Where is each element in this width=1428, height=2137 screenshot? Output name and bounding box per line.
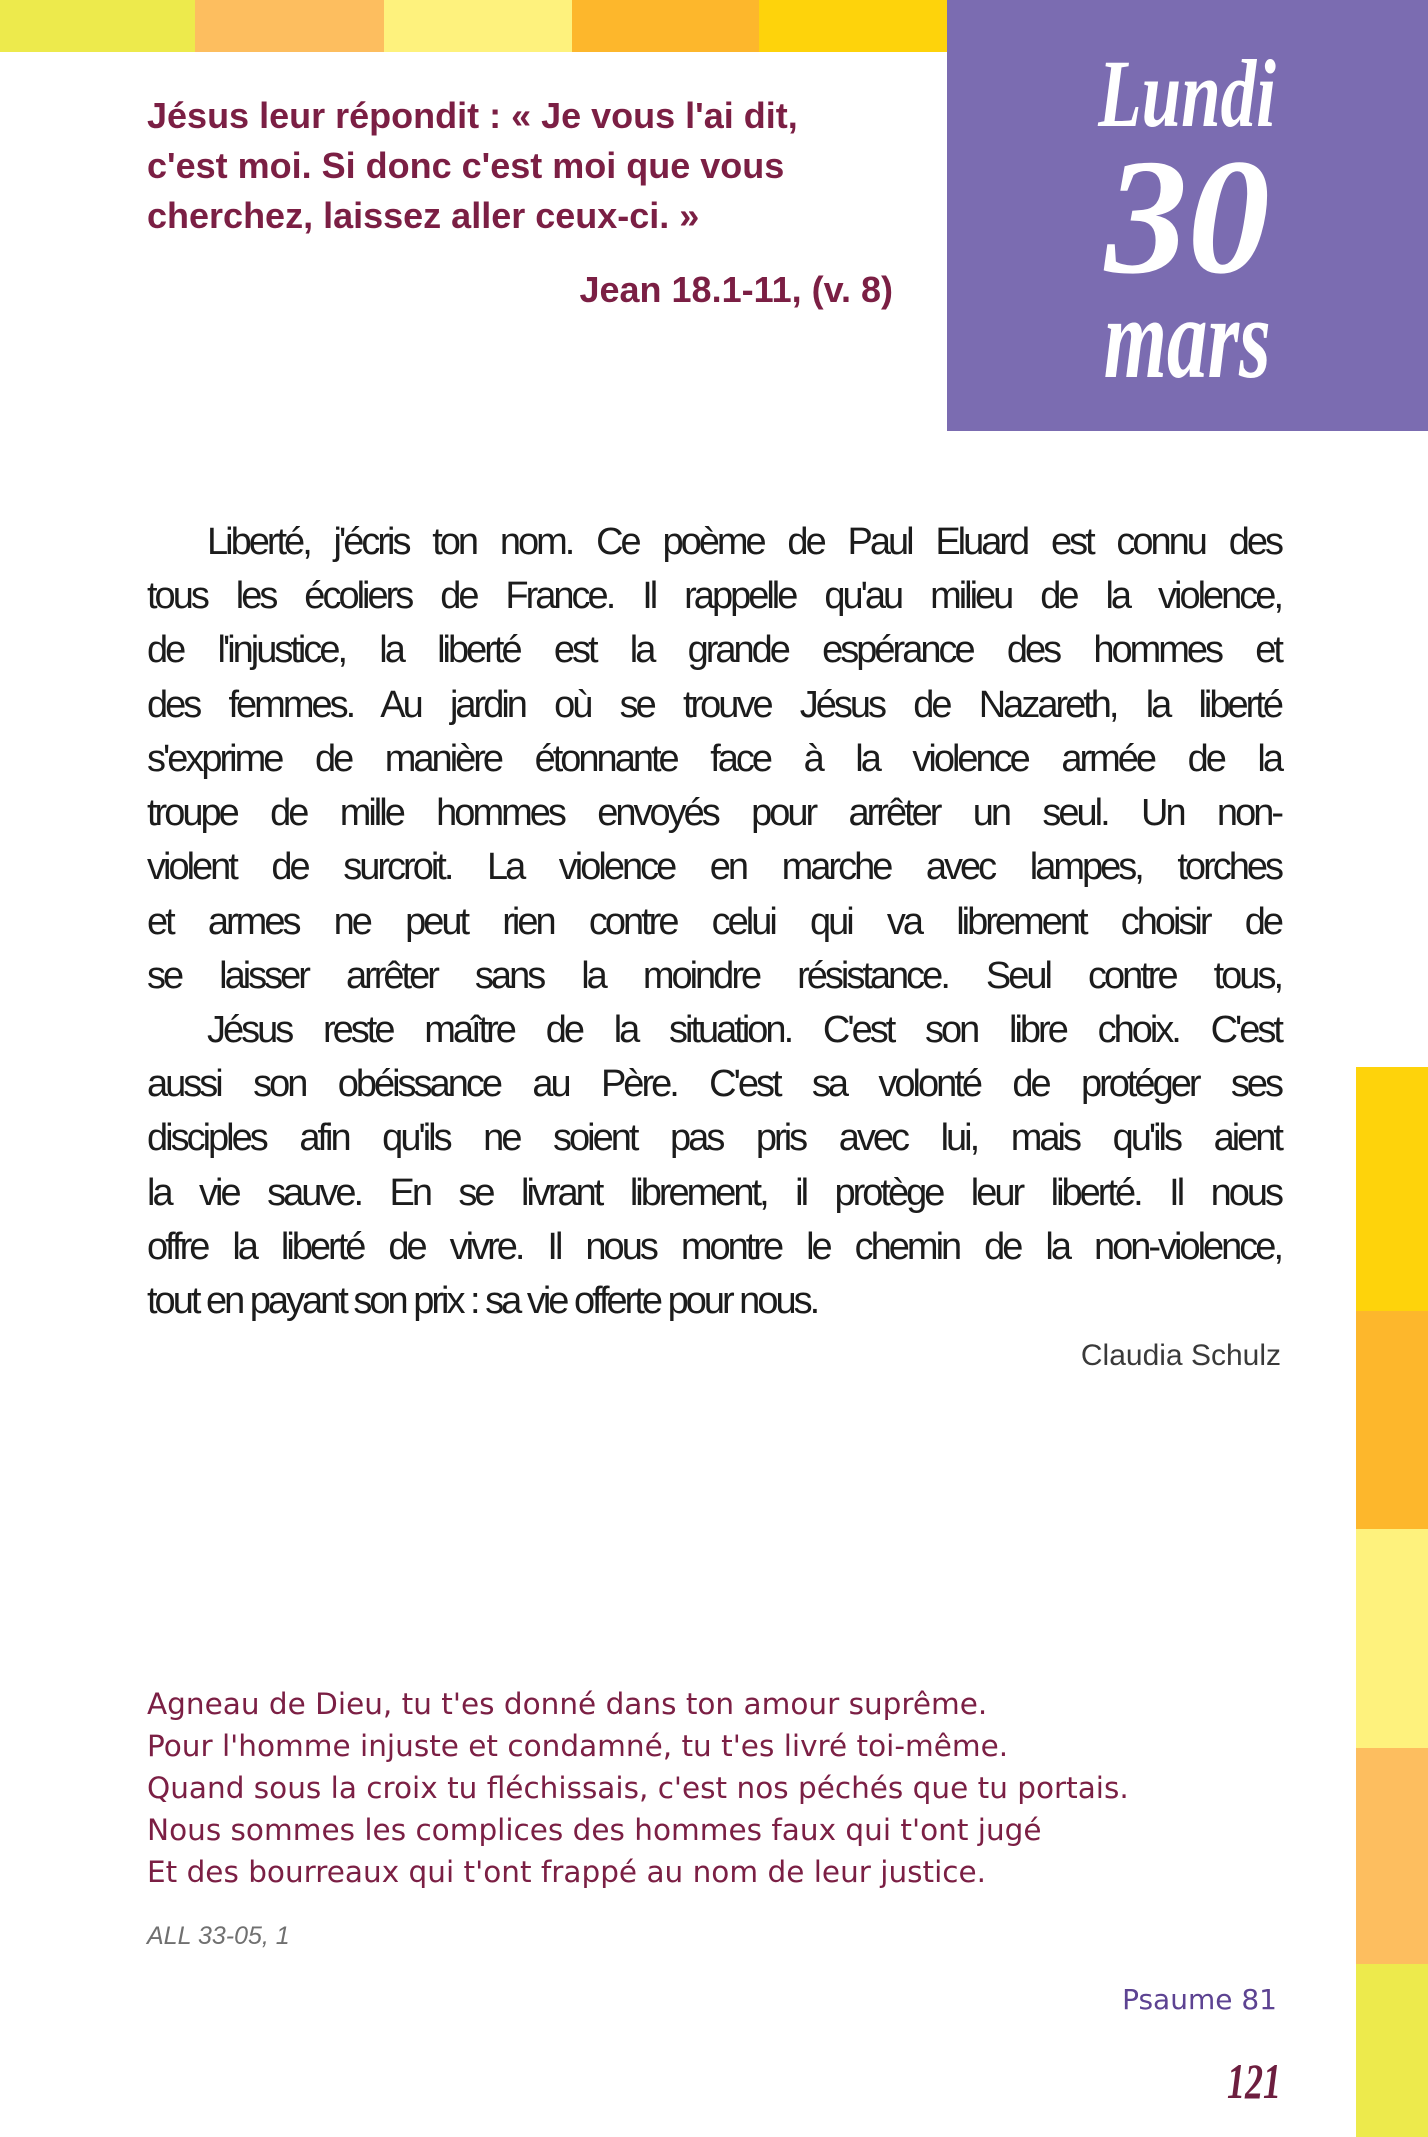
meditation-line: et armes ne peut rien contre celui qui va librement choisir de	[147, 900, 1281, 943]
verse-line: cherchez, laissez aller ceux-ci. »	[147, 195, 700, 236]
meditation-line: Jésus reste maître de la situation. C'est son libre choix. C'est	[207, 1008, 1281, 1051]
meditation-line: offre la liberté de vivre. Il nous montre le chemin de la non-violence,	[147, 1225, 1281, 1268]
top-bar-segment	[572, 0, 759, 52]
hymn-line: Agneau de Dieu, tu t'es donné dans ton amour suprême.	[147, 1687, 988, 1721]
meditation-line: des femmes. Au jardin où se trouve Jésus de Nazareth, la liberté	[147, 683, 1281, 726]
date-day-text: 30	[1105, 125, 1270, 308]
meditation-line: troupe de mille hommes envoyés pour arrêter un seul. Un non-	[147, 792, 1281, 835]
meditation-line: tout en payant son prix : sa vie offerte pour nous.	[147, 1280, 818, 1323]
page-number	[1206, 2053, 1281, 2109]
top-bar-segment	[0, 0, 195, 52]
hymn-line: Pour l'homme injuste et condamné, tu t'es livré toi-même.	[147, 1728, 1009, 1763]
meditation-line: de l'injustice, la liberté est la grande espérance des hommes et	[147, 629, 1281, 672]
verse-line: c'est moi. Si donc c'est moi que vous	[147, 145, 785, 186]
side-bar-segment	[1356, 1067, 1428, 1311]
hymn-line: Nous sommes les complices des hommes faux qui t'ont jugé	[147, 1812, 1042, 1847]
verse-line: Jésus leur répondit : « Je vous l'ai dit,	[147, 95, 798, 136]
verse-reference: Jean 18.1-11, (v. 8)	[579, 269, 893, 310]
meditation-text	[147, 515, 1281, 1328]
meditation-line: disciples afin qu'ils ne soient pas pris avec lui, mais qu'ils aient	[147, 1117, 1281, 1160]
meditation-line: aussi son obéissance au Père. C'est sa volonté de protéger ses	[147, 1063, 1281, 1106]
author-name: Claudia Schulz	[1080, 1339, 1281, 1372]
hymn-verse	[147, 1684, 1129, 1894]
date-weekday-text: Lundi	[1098, 40, 1277, 147]
date-month-text: mars	[1104, 275, 1271, 403]
page-number-text: 121	[1227, 2053, 1281, 2109]
meditation-line: s'exprime de manière étonnante face à la violence armée de la	[147, 737, 1281, 780]
meditation-line: violent de surcroit. La violence en marche avec lampes, torches	[147, 846, 1281, 889]
meditation-line: se laisser arrêter sans la moindre résistance. Seul contre tous,	[147, 954, 1281, 997]
top-bar-segment	[384, 0, 572, 52]
top-bar-segment	[195, 0, 384, 52]
side-bar-segment	[1356, 1964, 1428, 2137]
side-color-bar	[1356, 1067, 1428, 2137]
hymn-line: Quand sous la croix tu fléchissais, c'est nos péchés que tu portais.	[147, 1770, 1129, 1805]
hymn-reference: ALL 33-05, 1	[147, 1922, 290, 1950]
meditation-line: tous les écoliers de France. Il rappelle qu'au milieu de la violence,	[147, 575, 1281, 618]
date-month	[947, 275, 1428, 403]
top-color-bar	[0, 0, 947, 52]
top-bar-segment	[759, 0, 947, 52]
side-bar-segment	[1356, 1748, 1428, 1964]
bible-verse	[147, 91, 798, 241]
side-bar-segment	[1356, 1529, 1428, 1748]
side-bar-segment	[1356, 1311, 1428, 1529]
meditation-line: la vie sauve. En se livrant librement, il protège leur liberté. Il nous	[147, 1171, 1281, 1214]
psalm-reference: Psaume 81	[1122, 1983, 1277, 2016]
hymn-line: Et des bourreaux qui t'ont frappé au nom de leur justice.	[147, 1854, 987, 1889]
date-box	[947, 0, 1428, 431]
meditation-line: Liberté, j'écris ton nom. Ce poème de Paul Eluard est connu des	[207, 521, 1281, 563]
